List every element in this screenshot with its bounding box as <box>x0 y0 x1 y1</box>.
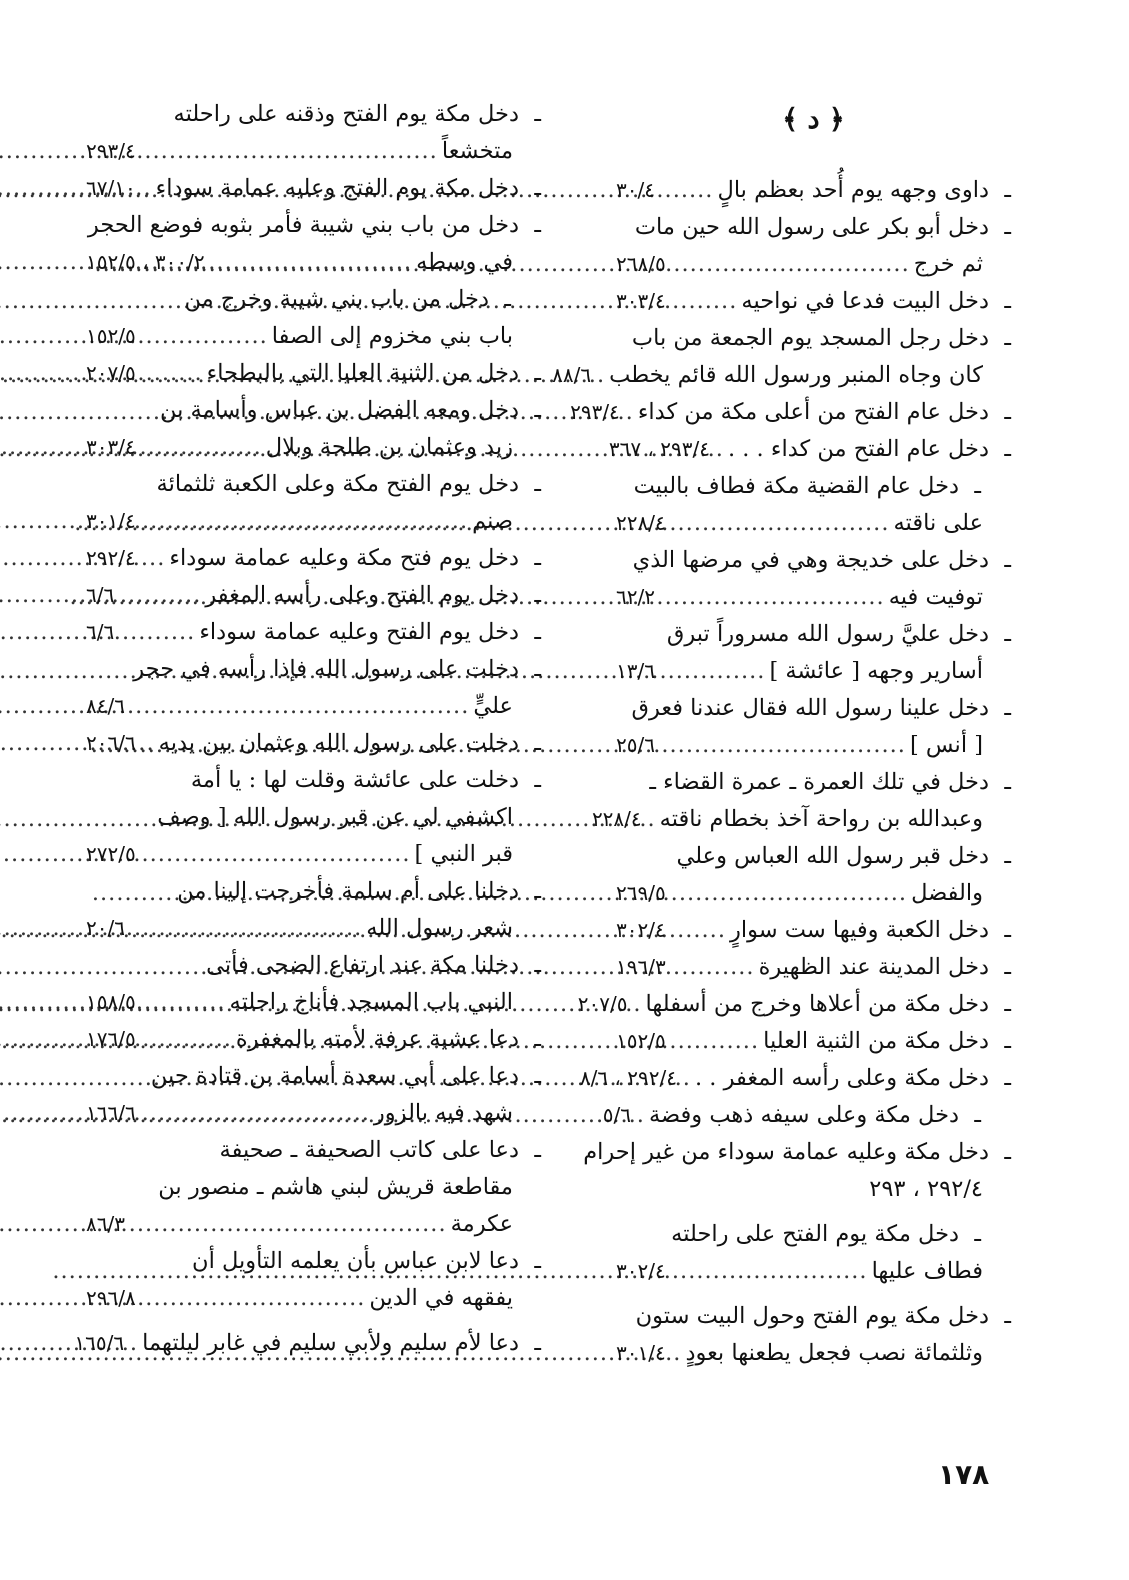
index-entry <box>616 838 1011 912</box>
dot-leader <box>140 355 203 392</box>
dot-leader <box>670 1335 682 1372</box>
dot-leader <box>140 984 226 1021</box>
dot-leader <box>129 910 362 947</box>
entry-dash: ـ <box>974 473 981 499</box>
entry-text: دخل مكة وعليه عمامة سوداء من غير إحرام <box>583 1139 989 1165</box>
entry-text: دخل مكة وعلى سيفه ذهب وفضة <box>648 1102 959 1128</box>
entry-text: باب بني مخزوم إلى الصفا <box>271 323 513 349</box>
page-reference: ١٥٢/٥ <box>616 1029 666 1053</box>
dot-leader <box>140 1280 366 1317</box>
entry-text: دخل على خديجة وهي في مرضها الذي <box>632 547 989 573</box>
entry-text: وثلثمائة نصب فجعل يطعنها بعودٍ <box>685 1340 983 1366</box>
dot-leader <box>140 725 155 762</box>
index-entry <box>86 873 541 947</box>
page-reference: ١٥٢/٥ <box>86 324 136 348</box>
entry-dash: ـ <box>1004 843 1011 869</box>
page-reference: ٣٠٠/٢ ، ١٥٢/٥ <box>86 250 205 274</box>
dot-leader <box>670 1253 868 1290</box>
index-entry <box>608 431 1011 468</box>
entry-text: دخل يوم الفتح مكة وعلى الكعبة ثلثمائة <box>156 471 519 497</box>
index-entry <box>616 912 1011 949</box>
index-entry <box>616 283 1011 320</box>
entry-text: دخل مكة يوم الفتح وعليه عمامة سوداء <box>155 175 519 201</box>
dot-leader <box>140 133 438 170</box>
entry-dash: ـ <box>1004 399 1011 425</box>
page-reference: ٦/٦ <box>86 620 115 644</box>
entry-dash: ـ <box>534 656 541 682</box>
index-entry <box>86 651 541 725</box>
dot-leader <box>140 1095 370 1132</box>
entry-dash: ـ <box>534 730 541 756</box>
entry-dash: ـ <box>1004 621 1011 647</box>
entry-text: دخلنا على أم سلمة فأخرجت إلينا من <box>177 878 519 904</box>
entry-text: دخل من باب بني شيبة وخرج من <box>184 286 489 312</box>
entry-text: أسارير وجهه [ عائشة ] <box>769 658 983 684</box>
index-entry <box>86 540 541 577</box>
entry-text: يفقهه في الدين <box>369 1285 513 1311</box>
index-entry <box>86 1132 541 1243</box>
entry-dash: ـ <box>1004 1303 1011 1329</box>
index-entry <box>552 320 1011 394</box>
entry-text: داوى وجهه يوم أُحد بعظم بالٍ <box>717 177 989 203</box>
entry-text: وعبدالله بن رواحة آخذ بخطام ناقته <box>659 806 983 832</box>
left-column <box>74 96 541 1362</box>
entry-text: دخل عليَّ رسول الله مسروراً تبرق <box>666 621 989 647</box>
dot-leader <box>632 986 642 1023</box>
index-entry <box>86 281 541 355</box>
index-entry <box>86 1021 541 1058</box>
entry-dash: ـ <box>1004 177 1011 203</box>
dot-leader <box>670 912 726 949</box>
index-entry <box>616 616 1011 690</box>
entry-text: دخل من الثنية العليا التي بالبطحاء <box>206 360 519 386</box>
dot-leader <box>129 688 469 725</box>
dot-leader <box>118 614 195 651</box>
right-column <box>552 172 1011 1372</box>
entry-text: عكرمة <box>450 1211 513 1237</box>
entry-dash: ـ <box>534 619 541 645</box>
index-entry <box>86 355 541 392</box>
entry-text: توفيت فيه <box>888 584 983 610</box>
entry-text: دخل من باب بني شيبة فأمر بثوبه فوضع الحجر <box>87 212 519 238</box>
index-entry <box>616 690 1011 764</box>
entry-text: [ أنس ] <box>909 732 983 758</box>
entry-dash: ـ <box>1004 695 1011 721</box>
page-reference: ٢٧٢/٥ <box>86 842 136 866</box>
index-entry <box>616 1216 1011 1290</box>
index-entry <box>86 1243 541 1317</box>
page-reference: ١٦٦/٦ <box>86 1101 136 1125</box>
entry-text: دعا على كاتب الصحيفة ـ صحيفة <box>219 1137 519 1163</box>
dot-leader <box>659 727 906 764</box>
page-number: ١٧٨ <box>938 1458 990 1491</box>
page-reference: ٢٦٨/٥ <box>616 252 666 276</box>
index-entry <box>86 1058 541 1132</box>
entry-dash: ـ <box>1004 325 1011 351</box>
page-reference: ٢٩٢/٤ ، ٨/٦ <box>579 1066 677 1090</box>
entry-text: شعر رسول الله <box>366 915 513 941</box>
page-reference: ٢٥/٦ <box>616 733 655 757</box>
page-reference: ٦/٦ <box>86 583 115 607</box>
page-reference: ٢٢٨/٤ <box>591 807 642 831</box>
entry-text: دخلنا مكة عند ارتفاع الضحى فأتى <box>206 952 519 978</box>
entry-text: دخل عام القضية مكة فطاف بالبيت <box>633 473 959 499</box>
entry-dash: ـ <box>504 286 511 312</box>
entry-text: دخل المدينة عند الظهيرة <box>758 954 989 980</box>
entry-dash: ـ <box>534 175 541 201</box>
entry-dash: ـ <box>1004 769 1011 795</box>
entry-text: دخل مكة من أعلاها وخرج من أسفلها <box>645 991 989 1017</box>
dot-leader <box>670 949 755 986</box>
page-reference: ٣٠٣/٤ <box>86 435 136 459</box>
page-reference: ٣٠٢/٤ <box>616 1259 666 1283</box>
entry-text: دخل ومعه الفضل بن عباس وأسامة بن <box>159 397 519 423</box>
entry-dash: ـ <box>1004 991 1011 1017</box>
entry-dash: ـ <box>1004 288 1011 314</box>
entry-text: دخل مكة من الثنية العليا <box>763 1028 989 1054</box>
index-entry <box>616 172 1011 209</box>
dot-leader <box>670 505 890 542</box>
page-reference: ١٩٦/٣ <box>616 955 666 979</box>
entry-text: دخل يوم الفتح وعلى رأسه المغفر <box>205 582 519 608</box>
dot-leader <box>635 1097 645 1134</box>
page-reference: ٣٠٣/٤ <box>616 289 666 313</box>
dot-leader <box>209 244 412 281</box>
index-entry <box>616 1023 1011 1060</box>
page-reference: ٢٩٢/٤ <box>86 546 136 570</box>
entry-dash: ـ <box>534 212 541 238</box>
dot-leader <box>714 431 724 468</box>
dot-leader <box>140 429 262 466</box>
entry-text: دخل مكة يوم الفتح وحول البيت ستون <box>635 1303 989 1329</box>
index-entry <box>583 1134 1011 1208</box>
dot-leader <box>670 1023 759 1060</box>
page-reference: ٣٠١/٤ <box>616 1341 666 1365</box>
entry-text: دخل علينا رسول الله فقال عندنا فعرق <box>631 695 989 721</box>
entry-text: متخشعاً <box>441 138 513 164</box>
page-reference: ٢٠٧/٥ <box>577 992 628 1016</box>
page-reference: ٢٩٣/٤ <box>86 139 136 163</box>
page-reference: ٥/٦ <box>602 1103 631 1127</box>
entry-text: مقاطعة قريش لبني هاشم ـ منصور بن <box>158 1174 513 1200</box>
page-reference: ٣٠١/٤ <box>86 509 136 533</box>
entry-text: دخل عام الفتح من أعلى مكة من كداء <box>637 399 989 425</box>
index-entry <box>616 949 1011 986</box>
index-entry <box>86 614 541 651</box>
index-entry <box>86 762 541 873</box>
entry-text: دعا عشية عرفة لأمته بالمغفرة <box>235 1026 519 1052</box>
page-reference: ٣٠/٤ <box>616 178 655 202</box>
entry-text: في وسطه <box>416 249 513 275</box>
index-entry <box>86 725 541 762</box>
index-entry <box>577 986 1011 1023</box>
entry-dash: ـ <box>1004 1139 1011 1165</box>
dot-leader <box>624 394 634 431</box>
page-reference: ١٥٨/٥ <box>86 990 136 1014</box>
entry-text: دخلت على رسول الله فإذا رأسه في حجر <box>133 656 519 682</box>
entry-dash: ـ <box>974 1102 981 1128</box>
entry-dash: ـ <box>534 1026 541 1052</box>
entry-dash: ـ <box>1004 917 1011 943</box>
entry-text: ثم خرج <box>913 251 983 277</box>
entry-dash: ـ <box>1004 954 1011 980</box>
entry-dash: ـ <box>534 767 541 793</box>
index-entry <box>74 1325 541 1362</box>
dot-leader <box>140 170 152 207</box>
page-reference: ٢٩٣/٤ ، ٣٦٧ <box>608 437 710 461</box>
page-reference: ٢٠٦/٦ <box>86 731 136 755</box>
page-reference: ٦٧/١٠ <box>86 176 136 200</box>
entry-text: صنم <box>472 508 513 534</box>
index-entry <box>86 96 541 170</box>
entry-dash: ـ <box>1004 436 1011 462</box>
dot-leader <box>681 1060 691 1097</box>
dot-leader <box>128 1325 138 1362</box>
entry-text: النبي باب المسجد فأناخ راحلته <box>229 989 513 1015</box>
page-reference: ٣٠٢/٤ <box>616 918 666 942</box>
entry-dash: ـ <box>534 101 541 127</box>
entry-text: دخلت على عائشة وقلت لها : يا أمة <box>190 767 519 793</box>
dot-leader <box>140 836 411 873</box>
entry-text: دخل مكة يوم الفتح على راحلته <box>671 1221 959 1247</box>
entry-text: كان وجاه المنبر ورسول الله قائم يخطب <box>609 362 983 388</box>
entry-text: زيد وعثمان بن طلحة وبلال <box>265 434 513 460</box>
entry-dash: ـ <box>534 360 541 386</box>
page-reference: ٢٩٣/٤ <box>570 400 620 424</box>
entry-dash: ـ <box>1004 547 1011 573</box>
index-entry <box>570 394 1011 431</box>
index-entry <box>616 542 1011 616</box>
entry-text: عليٍّ <box>473 693 513 719</box>
index-entry <box>86 207 541 281</box>
entry-dash: ـ <box>1004 1028 1011 1054</box>
entry-dash: ـ <box>534 1248 541 1274</box>
entry-dash: ـ <box>534 1137 541 1163</box>
entry-text: دخل مكة يوم الفتح وذقنه على راحلته <box>173 101 519 127</box>
page-reference: ١٦٥/٦ <box>74 1331 125 1355</box>
entry-text: دخل عام الفتح من كداء . . . <box>727 436 989 462</box>
page-reference: ٢٦٩/٥ <box>616 881 666 905</box>
entry-text: دخل الكعبة وفيها ست سوارٍ <box>730 917 989 943</box>
entry-text: فطاف عليها <box>871 1258 983 1284</box>
page-reference: ٦٢/٢ <box>616 585 655 609</box>
index-entry <box>616 209 1011 283</box>
entry-dash: ـ <box>534 471 541 497</box>
entry-dash: ـ <box>534 545 541 571</box>
dot-leader <box>670 246 910 283</box>
page-reference: ١٣/٦ <box>616 659 655 683</box>
entry-text: دخل رجل المسجد يوم الجمعة من باب <box>631 325 989 351</box>
dot-leader <box>659 172 714 209</box>
entry-dash: ـ <box>974 1221 981 1247</box>
dot-leader <box>140 540 166 577</box>
index-entry <box>616 1298 1011 1372</box>
dot-leader <box>140 318 268 355</box>
page-reference: ١٧٦/٥ <box>86 1027 136 1051</box>
page-reference: ٨٤/٦ <box>86 694 125 718</box>
entry-dash: ـ <box>1004 1065 1011 1091</box>
page-reference: ٢٠٧/٥ <box>86 361 136 385</box>
index-entry <box>602 1097 1011 1134</box>
entry-text: دخلت على رسول الله وعثمان بين يديه <box>158 730 519 756</box>
entry-text: شهد فيه بالزور <box>373 1100 513 1126</box>
index-entry <box>86 577 541 614</box>
entry-dash: ـ <box>534 1330 541 1356</box>
dot-leader <box>140 1021 232 1058</box>
entry-dash: ـ <box>534 582 541 608</box>
entry-text: دعا لابن عباس بأن يعلمه التأويل أن <box>192 1248 519 1274</box>
entry-text: دخل مكة وعلى رأسه المغفر . . <box>694 1065 989 1091</box>
index-entry <box>86 392 541 466</box>
index-entry <box>591 764 1011 838</box>
entry-dash: ـ <box>1004 214 1011 240</box>
index-entry <box>86 466 541 540</box>
entry-text: دخل يوم الفتح وعليه عمامة سوداء <box>199 619 519 645</box>
section-letter-header <box>616 104 1011 135</box>
entry-dash: ـ <box>534 397 541 423</box>
entry-text: دخل في تلك العمرة ـ عمرة القضاء ـ <box>649 769 989 795</box>
entry-text: دخل يوم فتح مكة وعليه عمامة سوداء <box>169 545 519 571</box>
entry-dash: ـ <box>534 1063 541 1089</box>
section-letter: ﴿ د ﴾ <box>782 104 845 135</box>
entry-text: على ناقته <box>893 510 983 536</box>
entry-text: دعا على أبي سعدة أسامة بن قتادة حين <box>150 1063 519 1089</box>
entry-text: اكشفي لي عن قبر رسول الله [ وصف <box>157 804 513 830</box>
dot-leader <box>659 579 885 616</box>
entry-text: ٢٩٢/٤ ، ٢٩٣ <box>869 1176 983 1202</box>
dot-leader <box>646 801 656 838</box>
entry-text: دخل البيت فدعا في نواحيه <box>741 288 989 314</box>
entry-text: والفضل <box>911 880 983 906</box>
entry-text: قبر النبي ] <box>414 841 513 867</box>
dot-leader <box>595 357 605 394</box>
page-reference: ٢٢٨/٤ <box>616 511 666 535</box>
index-entry <box>579 1060 1011 1097</box>
entry-dash: ـ <box>534 952 541 978</box>
entry-text: دخل أبو بكر على رسول الله حين مات <box>634 214 989 240</box>
index-entry <box>86 170 541 207</box>
page-reference: ٨٦/٣ <box>86 1212 125 1236</box>
entry-dash: ـ <box>534 878 541 904</box>
dot-leader <box>670 283 738 320</box>
page-reference: ٢٩٦/٨ <box>86 1286 136 1310</box>
page-reference: ٢٠/٦ <box>86 916 125 940</box>
dot-leader <box>659 653 765 690</box>
entry-text: دعا لأم سليم ولأبي سليم في غابر ليلتهما <box>142 1330 519 1356</box>
dot-leader <box>129 1206 447 1243</box>
index-entry <box>616 468 1011 542</box>
entry-text: دخل قبر رسول الله العباس وعلي <box>676 843 989 869</box>
dot-leader <box>140 503 468 540</box>
dot-leader <box>670 875 907 912</box>
page-reference: ٨٨/٦ <box>552 363 592 387</box>
dot-leader <box>118 577 201 614</box>
index-entry <box>86 947 541 1021</box>
